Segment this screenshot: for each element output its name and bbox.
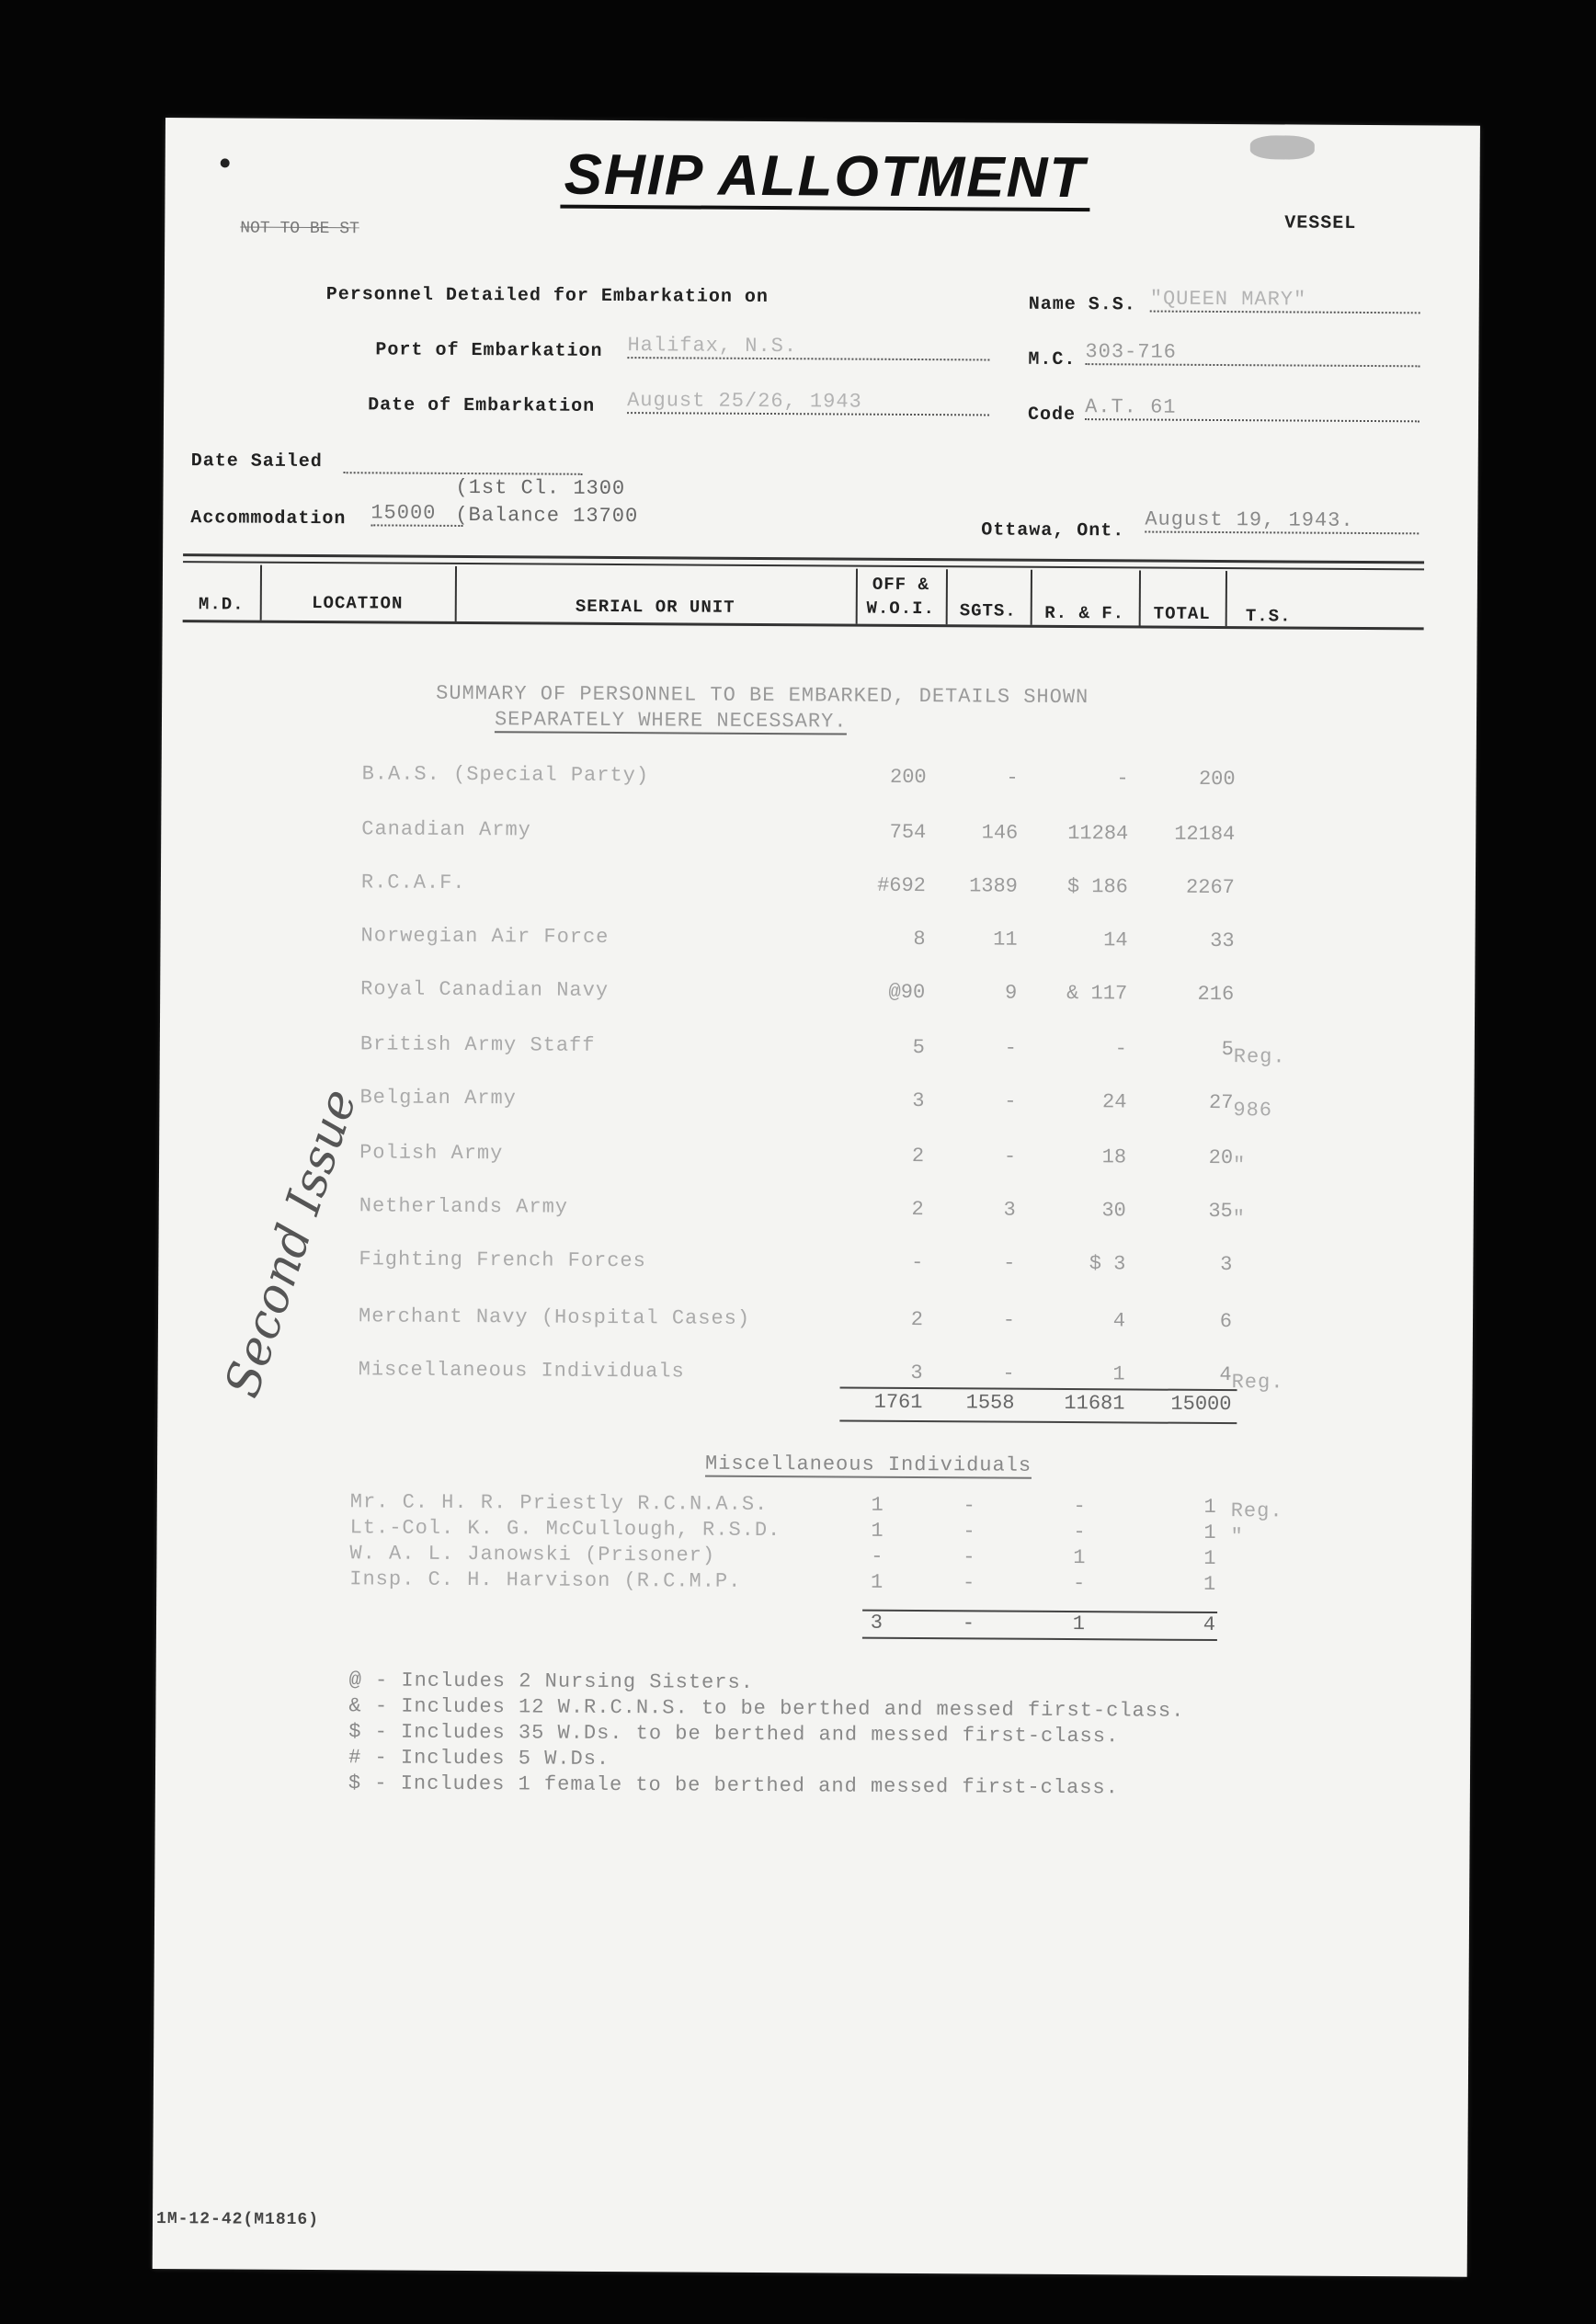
summary-row-off: 2	[910, 1307, 924, 1332]
date-sailed-line	[344, 464, 583, 475]
summary-row-rf: $ 186	[1066, 875, 1128, 899]
vessel-label: VESSEL	[1284, 212, 1357, 234]
misc-row-total: 1	[1203, 1546, 1216, 1571]
misc-total-rule-2	[862, 1637, 1217, 1641]
summary-row-sgts: -	[1004, 1089, 1017, 1113]
summary-row-rf: & 117	[1066, 982, 1128, 1006]
summary-row-rf: 24	[1101, 1090, 1127, 1114]
summary-row-ts: Reg.	[1231, 1371, 1284, 1395]
summary-row-rf: 14	[1103, 928, 1128, 952]
date-sailed-label: Date Sailed	[190, 450, 323, 473]
summary-row-sgts: 1389	[969, 874, 1018, 898]
summary-row-unit: Miscellaneous Individuals	[358, 1358, 685, 1384]
summary-row-off: 2	[911, 1197, 924, 1222]
summary-row-off: 200	[889, 765, 927, 790]
misc-row-rf: -	[1072, 1572, 1086, 1596]
summary-row-unit: Merchant Navy (Hospital Cases)	[358, 1304, 751, 1330]
summary-row-unit: Norwegian Air Force	[360, 924, 610, 949]
date-value: August 25/26, 1943	[627, 389, 989, 416]
summary-row-rf: 30	[1101, 1199, 1126, 1223]
code-label: Code	[1027, 404, 1077, 427]
summary-row-rf: 4	[1112, 1309, 1126, 1333]
summary-row-total: 6	[1219, 1310, 1233, 1334]
summary-row-total: 12184	[1174, 822, 1236, 847]
misc-row-ts: Reg.	[1230, 1499, 1283, 1523]
code-value: A.T. 61	[1085, 395, 1419, 422]
summary-row-sgts: 3	[1003, 1198, 1016, 1222]
summary-row-off: 8	[913, 927, 926, 951]
summary-total-off: 1761	[873, 1390, 923, 1415]
summary-row-total: 3	[1220, 1253, 1233, 1277]
summary-row-total: 2267	[1186, 875, 1235, 900]
summary-row-total: 216	[1197, 982, 1235, 1007]
misc-row-sgts: -	[963, 1571, 975, 1595]
misc-row-off: 1	[871, 1493, 884, 1517]
form-number: 1M-12-42(M1816)	[155, 2209, 320, 2230]
summary-row-off: 754	[889, 820, 927, 845]
misc-row-total: 1	[1203, 1495, 1216, 1520]
summary-total-sgts: 1558	[965, 1391, 1015, 1415]
col-md: M.D.	[198, 594, 245, 615]
summary-row-ts: Reg.	[1233, 1045, 1286, 1069]
misc-row-ts: "	[1230, 1525, 1244, 1549]
misc-total: 4	[1203, 1612, 1216, 1637]
footnote-line: $ - Includes 35 W.Ds. to be berthed and messed first-class.	[348, 1720, 1120, 1749]
port-label: Port of Embarkation	[375, 339, 603, 362]
ink-mark	[221, 158, 230, 167]
col-off-2: W.O.I.	[866, 598, 936, 620]
summary-row-total: 4	[1219, 1363, 1232, 1387]
summary-row-rf: 18	[1101, 1145, 1127, 1169]
col-location: LOCATION	[312, 592, 404, 614]
summary-total-rf: 11681	[1064, 1391, 1125, 1416]
footnote-line: & - Includes 12 W.R.C.N.S. to be berthed and messed first-class.	[348, 1694, 1185, 1723]
misc-row-total: 1	[1203, 1572, 1216, 1597]
summary-row-unit: Polish Army	[359, 1141, 504, 1166]
misc-row-rf: -	[1073, 1495, 1086, 1519]
misc-row-rf: -	[1073, 1521, 1086, 1544]
col-serial: SERIAL OR UNIT	[575, 596, 735, 618]
col-rf: R. & F.	[1044, 602, 1125, 624]
misc-row-off: 1	[871, 1519, 884, 1543]
summary-row-ts: "	[1232, 1154, 1247, 1178]
misc-row-sgts: -	[963, 1545, 975, 1569]
summary-row-off: -	[911, 1250, 924, 1275]
col-total: TOTAL	[1153, 603, 1211, 624]
name-label: Name S.S.	[1028, 293, 1136, 316]
accommodation-first-class: (1st Cl. 1300	[455, 475, 626, 501]
misc-total-rf: 1	[1072, 1612, 1086, 1636]
misc-row-name: Mr. C. H. R. Priestly R.C.N.A.S.	[349, 1490, 769, 1517]
misc-row-rf: 1	[1073, 1546, 1086, 1570]
summary-row-sgts: -	[1004, 1036, 1017, 1060]
misc-row-name: W. A. L. Janowski (Prisoner)	[349, 1542, 716, 1567]
summary-row-sgts: -	[1003, 1145, 1017, 1168]
handwritten-annotation: Second Issue	[214, 1082, 369, 1405]
summary-row-sgts: -	[1002, 1361, 1015, 1385]
accommodation-label: Accommodation	[190, 507, 347, 530]
summary-row-sgts: 11	[993, 928, 1018, 951]
summary-row-off: 3	[910, 1361, 923, 1385]
summary-row-unit: Canadian Army	[361, 817, 531, 842]
summary-row-rf: $ 3	[1089, 1252, 1126, 1276]
misc-row-off: 1	[871, 1570, 884, 1594]
summary-row-total: 33	[1210, 928, 1235, 953]
summary-row-sgts: -	[1003, 1251, 1016, 1275]
summary-row-sgts: -	[1002, 1308, 1016, 1332]
summary-row-off: 5	[912, 1035, 925, 1060]
ship-name-value: "QUEEN MARY"	[1150, 288, 1420, 314]
summary-row-unit: Fighting French Forces	[359, 1247, 646, 1273]
misc-total-off: 3	[870, 1611, 884, 1635]
summary-row-total: 35	[1208, 1199, 1233, 1224]
summary-row-total: 27	[1208, 1090, 1234, 1115]
misc-row-off: -	[871, 1544, 884, 1568]
misc-heading: Miscellaneous Individuals	[704, 1452, 1032, 1477]
summary-row-unit: Netherlands Army	[359, 1194, 569, 1219]
summary-row-unit: British Army Staff	[359, 1032, 596, 1057]
summary-row-sgts: -	[1006, 766, 1019, 790]
personnel-label: Personnel Detailed for Embarkation on	[325, 284, 769, 309]
misc-row-sgts: -	[963, 1494, 975, 1518]
summary-row-unit: Royal Canadian Navy	[360, 977, 610, 1002]
summary-row-total: 200	[1198, 767, 1236, 792]
footnote-line: @ - Includes 2 Nursing Sisters.	[348, 1669, 754, 1694]
summary-total-rule-2	[839, 1420, 1237, 1425]
page-title: SHIP ALLOTMENT	[560, 146, 1089, 212]
col-sgts: SGTS.	[959, 600, 1017, 621]
summary-row-sgts: 9	[1004, 981, 1018, 1005]
summary-row-off: #692	[877, 873, 926, 898]
summary-heading-1: SUMMARY OF PERSONNEL TO BE EMBARKED, DETAILS SHOWN	[436, 681, 1089, 710]
ottawa-date: August 19, 1943.	[1145, 508, 1419, 535]
summary-row-unit: B.A.S. (Special Party)	[361, 762, 650, 788]
accommodation-value: 15000	[370, 501, 462, 527]
summary-row-rf: -	[1114, 1037, 1127, 1061]
col-off-1: OFF &	[872, 574, 929, 596]
document-sheet	[153, 118, 1480, 2277]
summary-row-rf: 11284	[1067, 822, 1129, 846]
mc-value: 303-716	[1085, 340, 1419, 367]
ottawa-label: Ottawa, Ont.	[981, 519, 1125, 542]
summary-row-total: 20	[1208, 1145, 1234, 1170]
misc-total-sgts: -	[962, 1612, 975, 1635]
summary-row-unit: R.C.A.F.	[360, 871, 466, 895]
date-label: Date of Embarkation	[368, 394, 596, 417]
struck-reference: NOT TO BE ST	[240, 219, 359, 239]
misc-row-name: Lt.-Col. K. G. McCullough, R.S.D.	[349, 1516, 781, 1543]
summary-row-off: 3	[912, 1088, 925, 1113]
summary-row-unit: Belgian Army	[359, 1086, 518, 1111]
footnote-line: $ - Includes 1 female to be berthed and messed first-class.	[348, 1771, 1119, 1800]
paper-tab-mark	[1250, 135, 1315, 159]
summary-row-sgts: 146	[981, 821, 1019, 845]
summary-row-ts: "	[1232, 1207, 1246, 1231]
misc-row-name: Insp. C. H. Harvison (R.C.M.P.	[349, 1567, 742, 1593]
summary-row-off: 2	[911, 1144, 925, 1168]
summary-row-ts: 986	[1233, 1099, 1273, 1122]
summary-total: 15000	[1170, 1392, 1232, 1417]
footnote-line: # - Includes 5 W.Ds.	[348, 1746, 610, 1771]
col-ts: T.S.	[1245, 606, 1292, 627]
port-value: Halifax, N.S.	[627, 334, 989, 360]
accommodation-balance: (Balance 13700	[455, 503, 639, 529]
misc-row-sgts: -	[963, 1520, 975, 1544]
mc-label: M.C.	[1028, 348, 1077, 371]
misc-row-total: 1	[1203, 1521, 1216, 1545]
summary-row-off: @90	[888, 980, 926, 1005]
summary-heading-2: SEPARATELY WHERE NECESSARY.	[494, 708, 848, 734]
summary-row-rf: 1	[1112, 1362, 1125, 1386]
summary-row-rf: -	[1116, 767, 1129, 791]
summary-row-total: 5	[1221, 1038, 1234, 1062]
